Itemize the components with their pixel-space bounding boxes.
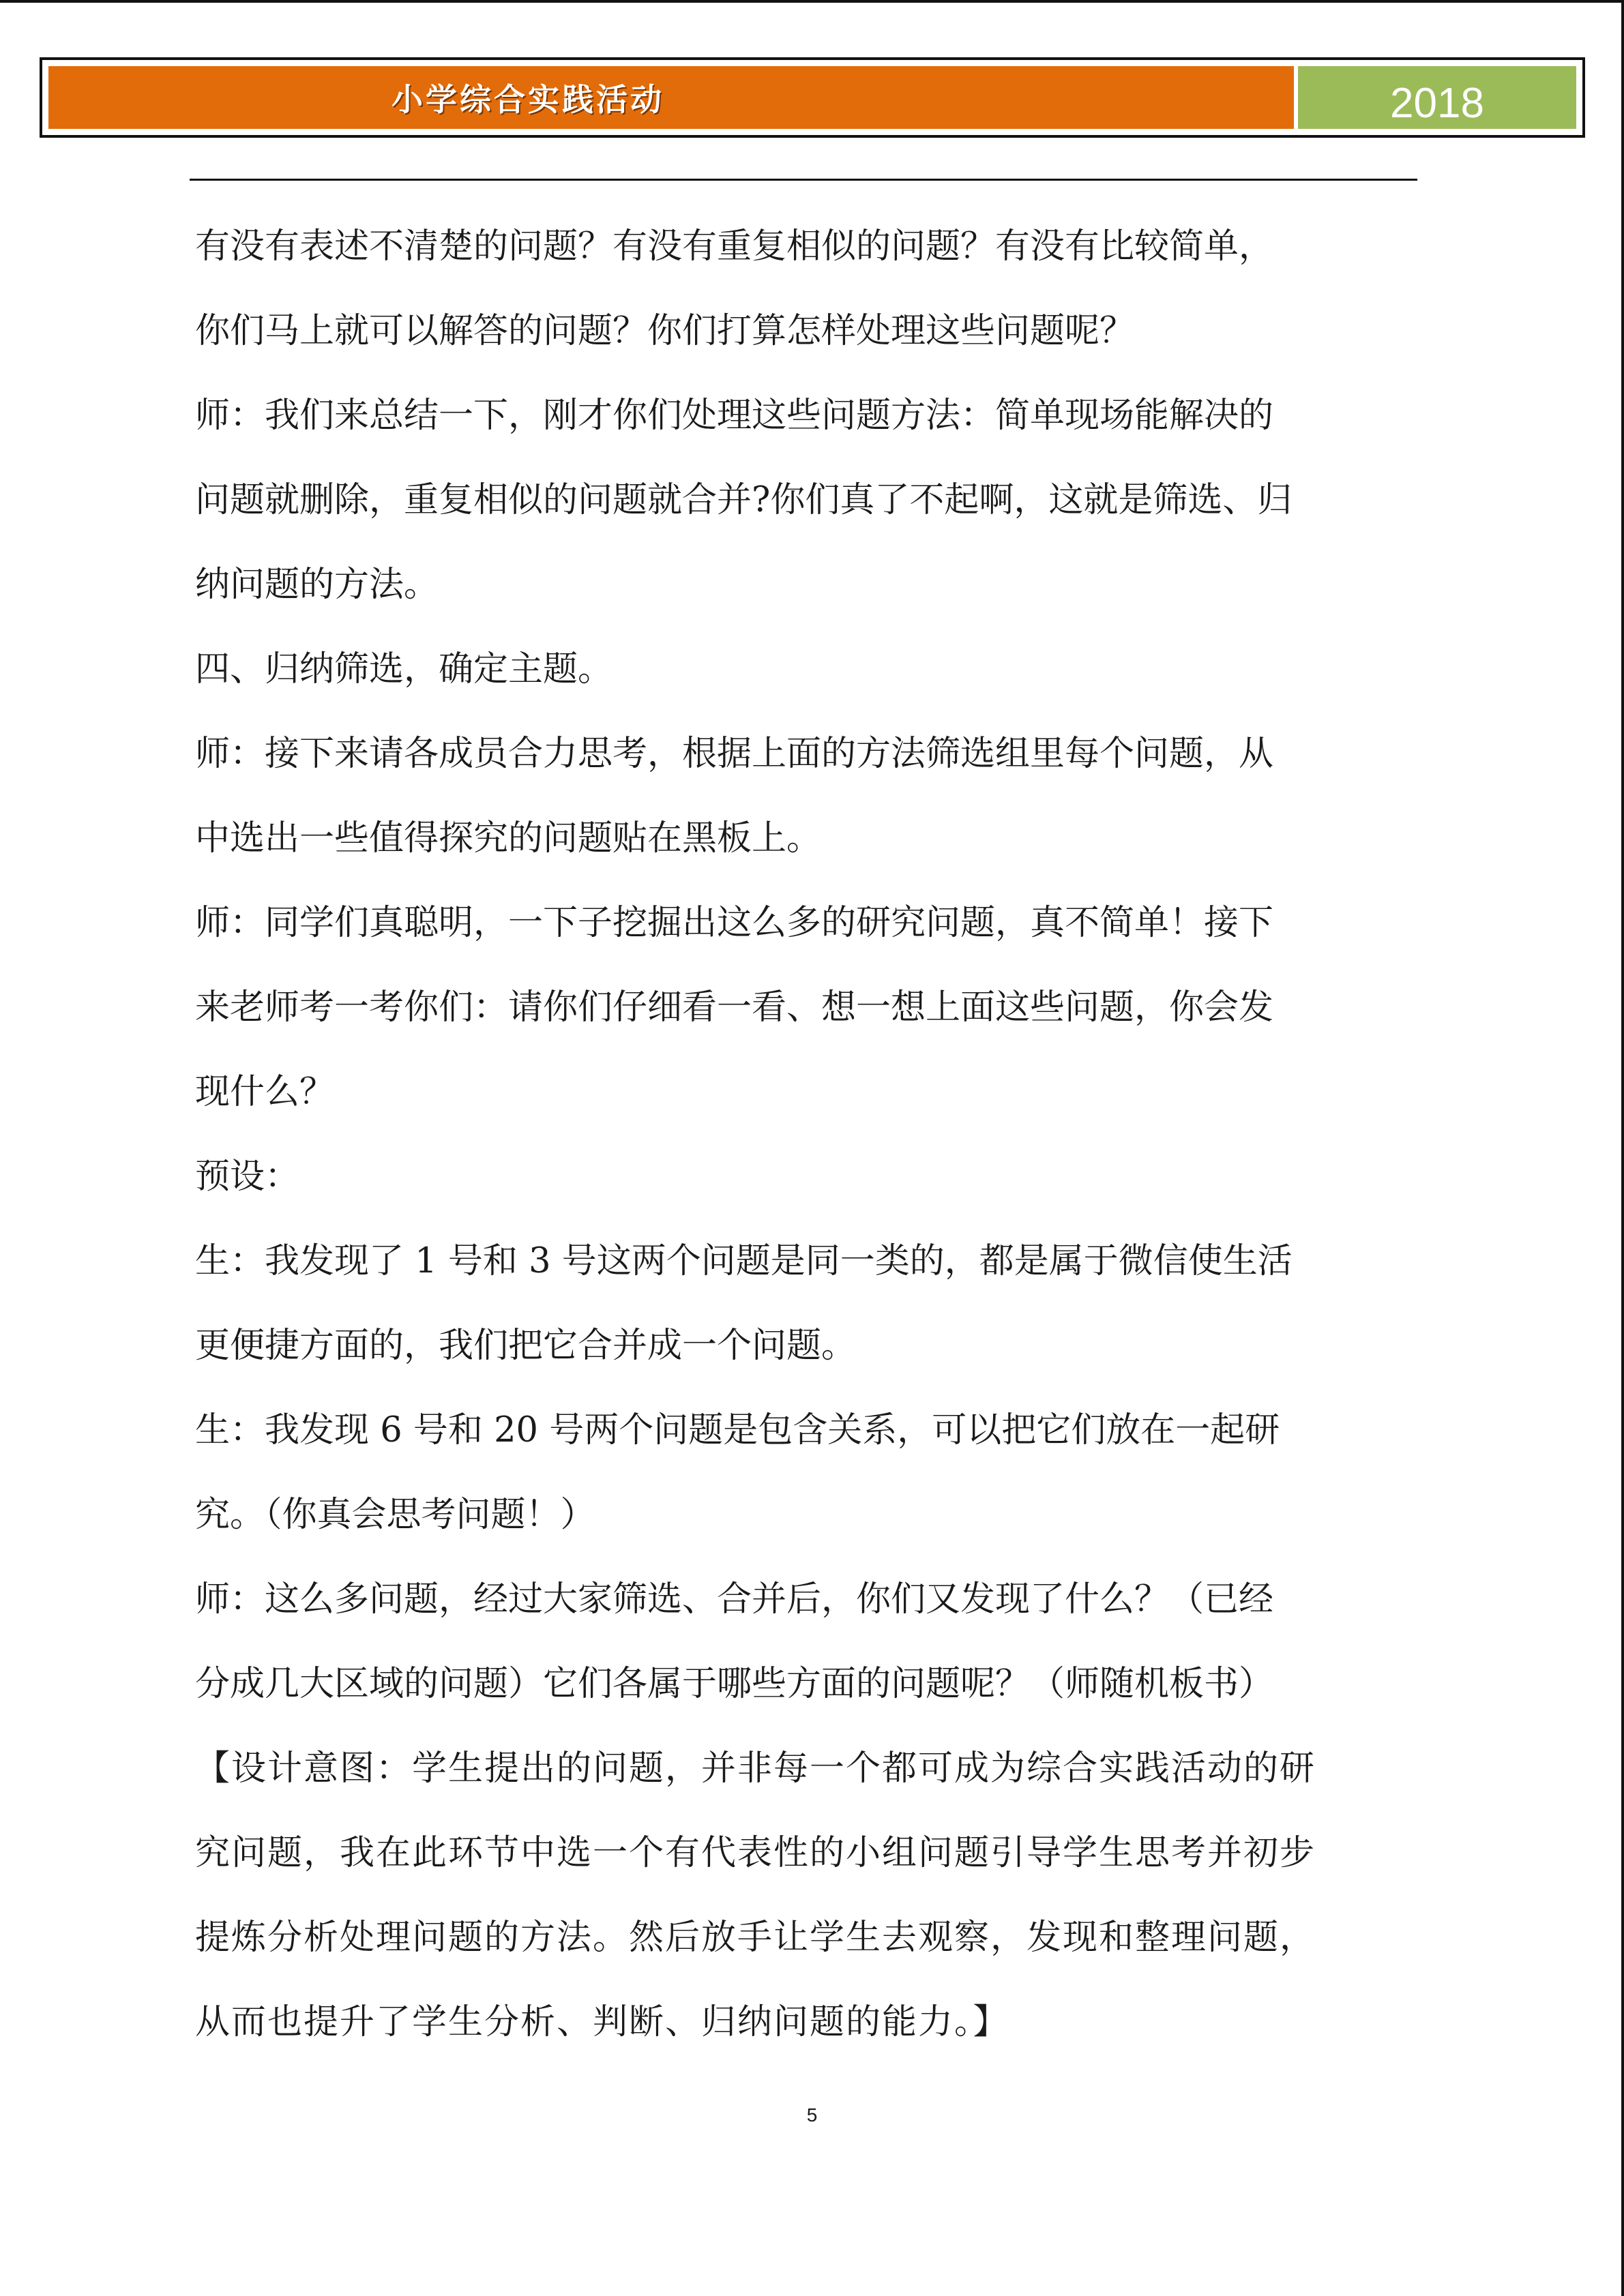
- text-line: 生：我发现 6 号和 20 号两个问题是包含关系，可以把它们放在一起研: [195, 1410, 1280, 1450]
- page-border-top: [0, 0, 1624, 3]
- text-line: 你们马上就可以解答的问题？你们打算怎样处理这些问题呢？: [195, 311, 1135, 351]
- text-line: 师：我们来总结一下，刚才你们处理这些问题方法：简单现场能解决的: [195, 396, 1274, 436]
- header-divider: [190, 179, 1417, 181]
- text-line: 有没有表述不清楚的问题？有没有重复相似的问题？有没有比较简单，: [195, 226, 1274, 267]
- page-header: [40, 57, 1585, 138]
- text-line: 师：同学们真聪明，一下子挖掘出这么多的研究问题，真不简单！接下: [195, 903, 1274, 943]
- document-body: [195, 205, 1409, 2065]
- page-number: 5: [806, 2104, 818, 2126]
- text-line: 问题就删除，重复相似的问题就合并?你们真了不起啊，这就是筛选、归: [195, 480, 1293, 520]
- text-line: 预设：: [195, 1157, 300, 1197]
- header-year-box: [1296, 64, 1578, 131]
- text-line: 来老师考一考你们：请你们仔细看一看、想一想上面这些问题，你会发: [195, 987, 1274, 1028]
- text-line: 分成几大区域的问题）它们各属于哪些方面的问题呢？（师随机板书）: [195, 1664, 1274, 1704]
- header-title-box: [46, 64, 1296, 131]
- header-title: 小学综合实践活动: [392, 81, 664, 118]
- text-line: 更便捷方面的，我们把它合并成一个问题。: [195, 1326, 857, 1366]
- text-line: 师：接下来请各成员合力思考，根据上面的方法筛选组里每个问题，从: [195, 734, 1274, 774]
- design-intent-line: 提炼分析处理问题的方法。然后放手让学生去观察，发现和整理问题，: [195, 1918, 1316, 1958]
- text-line: 师：这么多问题，经过大家筛选、合并后，你们又发现了什么？（已经: [195, 1579, 1274, 1620]
- text-line: 生：我发现了 1 号和 3 号这两个问题是同一类的，都是属于微信使生活: [195, 1241, 1293, 1281]
- design-intent-line: 究问题，我在此环节中选一个有代表性的小组问题引导学生思考并初步: [195, 1833, 1316, 1873]
- page-border-right: [1621, 0, 1624, 2296]
- design-intent-line: 从而也提升了学生分析、判断、归纳问题的能力。】: [195, 2002, 1009, 2042]
- text-line: 中选出一些值得探究的问题贴在黑板上。: [195, 818, 822, 859]
- header-year: 2018: [1390, 80, 1484, 127]
- text-line: 现什么？: [195, 1072, 335, 1112]
- design-intent-line: 【设计意图：学生提出的问题，并非每一个都可成为综合实践活动的研: [195, 1748, 1316, 1789]
- section-heading: 四、归纳筛选，确定主题。: [195, 649, 613, 689]
- text-line: 究。（你真会思考问题！）: [195, 1495, 595, 1535]
- text-line: 纳问题的方法。: [195, 565, 439, 605]
